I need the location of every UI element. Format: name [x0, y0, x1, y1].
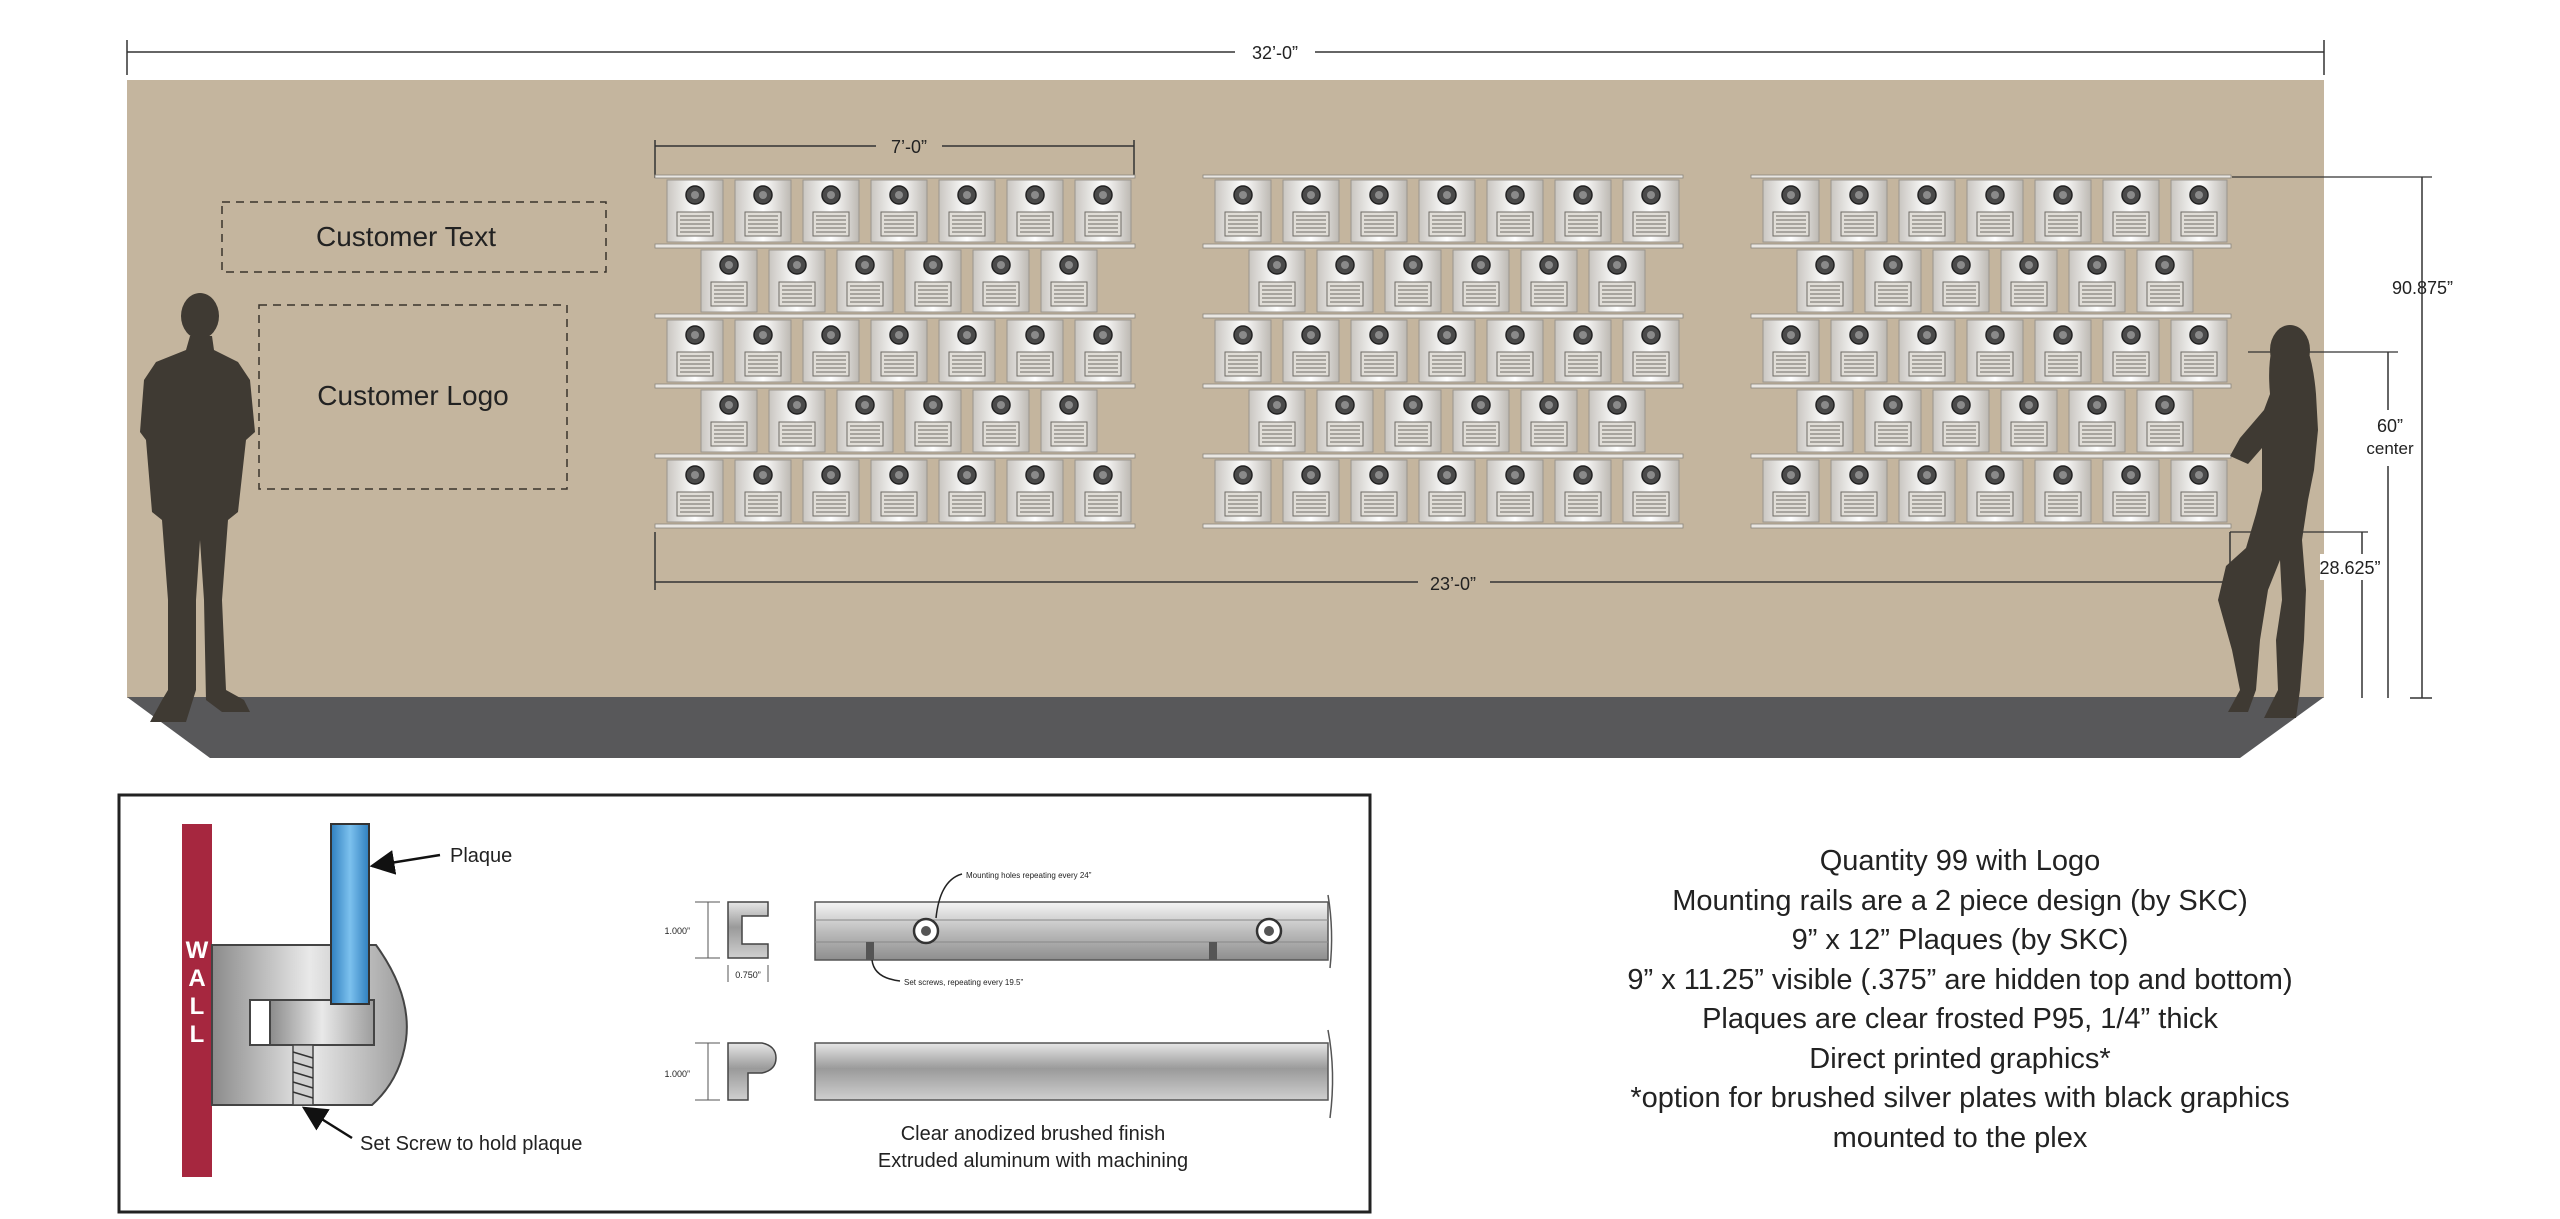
mounting-rail	[655, 454, 1135, 458]
plaque	[2035, 180, 2091, 242]
plaque	[1007, 460, 1063, 522]
plaque	[1351, 320, 1407, 382]
plaque	[905, 390, 961, 452]
plaque	[2103, 180, 2159, 242]
wall-letter: W	[185, 937, 209, 964]
plaque	[1283, 320, 1339, 382]
plaque	[1555, 180, 1611, 242]
set-screw-label: Set Screw to hold plaque	[360, 1133, 583, 1155]
plaque	[1763, 460, 1819, 522]
mounting-rail	[1751, 454, 2231, 458]
group-width-label: 7’-0”	[890, 137, 928, 157]
plaque	[1215, 320, 1271, 382]
plaque	[871, 460, 927, 522]
plaque	[1215, 180, 1271, 242]
profile-height-1: 1.000”	[664, 926, 690, 936]
wall-letter: L	[189, 1021, 205, 1048]
plaque	[2137, 390, 2193, 452]
plaque	[1589, 390, 1645, 452]
plaque	[1933, 250, 1989, 312]
plaque	[1007, 320, 1063, 382]
plaque	[1967, 180, 2023, 242]
plaque	[1521, 250, 1577, 312]
overall-width-label: 32’-0”	[1251, 43, 1299, 63]
plaque	[1967, 320, 2023, 382]
plaque	[871, 180, 927, 242]
plaque	[837, 390, 893, 452]
plaque	[735, 180, 791, 242]
plaque	[1487, 460, 1543, 522]
plaque	[2001, 390, 2057, 452]
mounting-rail	[1203, 175, 1683, 178]
center-height-label: 60”	[2376, 416, 2404, 436]
mounting-rail	[1203, 244, 1683, 248]
plaque	[1899, 320, 1955, 382]
customer-text-label: Customer Text	[316, 221, 496, 252]
plaque	[1831, 460, 1887, 522]
plaque	[939, 180, 995, 242]
plaque	[735, 460, 791, 522]
plaque	[803, 460, 859, 522]
plaque	[1453, 250, 1509, 312]
bottom-height-label: 28.625”	[2319, 558, 2381, 578]
plaque-profile	[331, 824, 369, 1004]
mounting-rail	[1751, 384, 2231, 388]
plaque	[1797, 250, 1853, 312]
plaque	[1589, 250, 1645, 312]
plaque	[1623, 320, 1679, 382]
center-label: center	[2366, 439, 2414, 458]
plaque	[1453, 390, 1509, 452]
plaque	[1555, 460, 1611, 522]
plaque	[1967, 460, 2023, 522]
plaque	[1351, 460, 1407, 522]
note-line: 9” x 11.25” visible (.375” are hidden top and bottom)	[1627, 963, 2293, 996]
plaque	[735, 320, 791, 382]
plaque	[1283, 460, 1339, 522]
mounting-rail	[655, 384, 1135, 388]
plaque	[1865, 390, 1921, 452]
plaque	[1385, 390, 1441, 452]
plaque	[837, 250, 893, 312]
plaque	[667, 320, 723, 382]
plaque	[1933, 390, 1989, 452]
mounting-rail	[1203, 384, 1683, 388]
plaque	[2171, 320, 2227, 382]
plaque	[1899, 460, 1955, 522]
plaque	[1865, 250, 1921, 312]
plaque	[2171, 460, 2227, 522]
mounting-rail	[1203, 314, 1683, 318]
plaque	[2103, 320, 2159, 382]
span-width-label: 23’-0”	[1429, 574, 1477, 594]
plaque	[1487, 320, 1543, 382]
plaque-array	[655, 175, 2231, 528]
mounting-rail	[1203, 524, 1683, 528]
mounting-rail	[655, 175, 1135, 178]
note-line: mounted to the plex	[1832, 1121, 2088, 1154]
plaque	[1623, 180, 1679, 242]
set-screws-note: Set screws, repeating every 19.5”	[904, 978, 1024, 987]
note-line: Direct printed graphics*	[1809, 1042, 2111, 1075]
plaque	[1419, 460, 1475, 522]
mounting-rail	[655, 524, 1135, 528]
plaque	[1521, 390, 1577, 452]
plaque	[2069, 390, 2125, 452]
plaque	[1763, 320, 1819, 382]
plaque	[701, 250, 757, 312]
mounting-rail	[655, 244, 1135, 248]
plaque	[973, 390, 1029, 452]
note-line: Plaques are clear frosted P95, 1/4” thick	[1702, 1003, 2218, 1035]
plaque	[871, 320, 927, 382]
plaque	[1007, 180, 1063, 242]
mounting-rail	[1203, 454, 1683, 458]
mounting-holes-note: Mounting holes repeating every 24”	[966, 871, 1092, 880]
plaque	[1419, 320, 1475, 382]
plaque	[667, 180, 723, 242]
mounting-rail	[1751, 175, 2231, 178]
plaque	[803, 320, 859, 382]
plaque	[769, 390, 825, 452]
plaque	[2069, 250, 2125, 312]
top-height-label: 90.875”	[2392, 278, 2454, 298]
plaque	[1623, 460, 1679, 522]
plaque	[1831, 320, 1887, 382]
material-note: Extruded aluminum with machining	[877, 1150, 1189, 1172]
plaque	[973, 250, 1029, 312]
plaque	[667, 460, 723, 522]
profile-width: 0.750”	[735, 970, 761, 980]
plaque	[2035, 460, 2091, 522]
plaque	[769, 250, 825, 312]
mounting-rail	[1751, 524, 2231, 528]
plaque	[1419, 180, 1475, 242]
wall-letter: A	[188, 965, 206, 992]
plaque	[1763, 180, 1819, 242]
mounting-rail	[1751, 244, 2231, 248]
note-line: *option for brushed silver plates with black graphics	[1630, 1082, 2290, 1114]
plaque	[1317, 390, 1373, 452]
plaque	[1317, 250, 1373, 312]
mounting-rail	[655, 314, 1135, 318]
customer-logo-label: Customer Logo	[317, 380, 509, 411]
plaque	[1283, 180, 1339, 242]
overall-dimension	[127, 38, 2324, 75]
plaque	[2137, 250, 2193, 312]
note-line: 9” x 12” Plaques (by SKC)	[1791, 924, 2129, 956]
plaque	[1041, 390, 1097, 452]
plaque	[803, 180, 859, 242]
plaque	[1351, 180, 1407, 242]
plaque	[2103, 460, 2159, 522]
plaque	[1487, 180, 1543, 242]
plaque	[701, 390, 757, 452]
plaque	[1797, 390, 1853, 452]
wall-letter: L	[189, 993, 205, 1020]
plaque	[1831, 180, 1887, 242]
plaque	[1249, 390, 1305, 452]
plaque	[905, 250, 961, 312]
plaque	[2035, 320, 2091, 382]
plaque	[1385, 250, 1441, 312]
plaque	[1899, 180, 1955, 242]
plaque	[1555, 320, 1611, 382]
plaque	[1041, 250, 1097, 312]
set-screw	[293, 1045, 313, 1105]
plaque	[1249, 250, 1305, 312]
plaque	[939, 460, 995, 522]
plaque	[1215, 460, 1271, 522]
plaque	[2171, 180, 2227, 242]
plaque	[1075, 460, 1131, 522]
note-line: Mounting rails are a 2 piece design (by SKC)	[1672, 884, 2248, 917]
spec-notes	[1470, 842, 2450, 1158]
mounting-rail	[1751, 314, 2231, 318]
floor	[127, 697, 2324, 758]
plaque	[1075, 180, 1131, 242]
plaque	[2001, 250, 2057, 312]
note-line: Quantity 99 with Logo	[1819, 845, 2101, 877]
finish-note: Clear anodized brushed finish	[900, 1123, 1166, 1145]
plaque-label: Plaque	[450, 845, 513, 867]
plaque	[1075, 320, 1131, 382]
plaque	[939, 320, 995, 382]
profile-height-2: 1.000”	[664, 1069, 690, 1079]
